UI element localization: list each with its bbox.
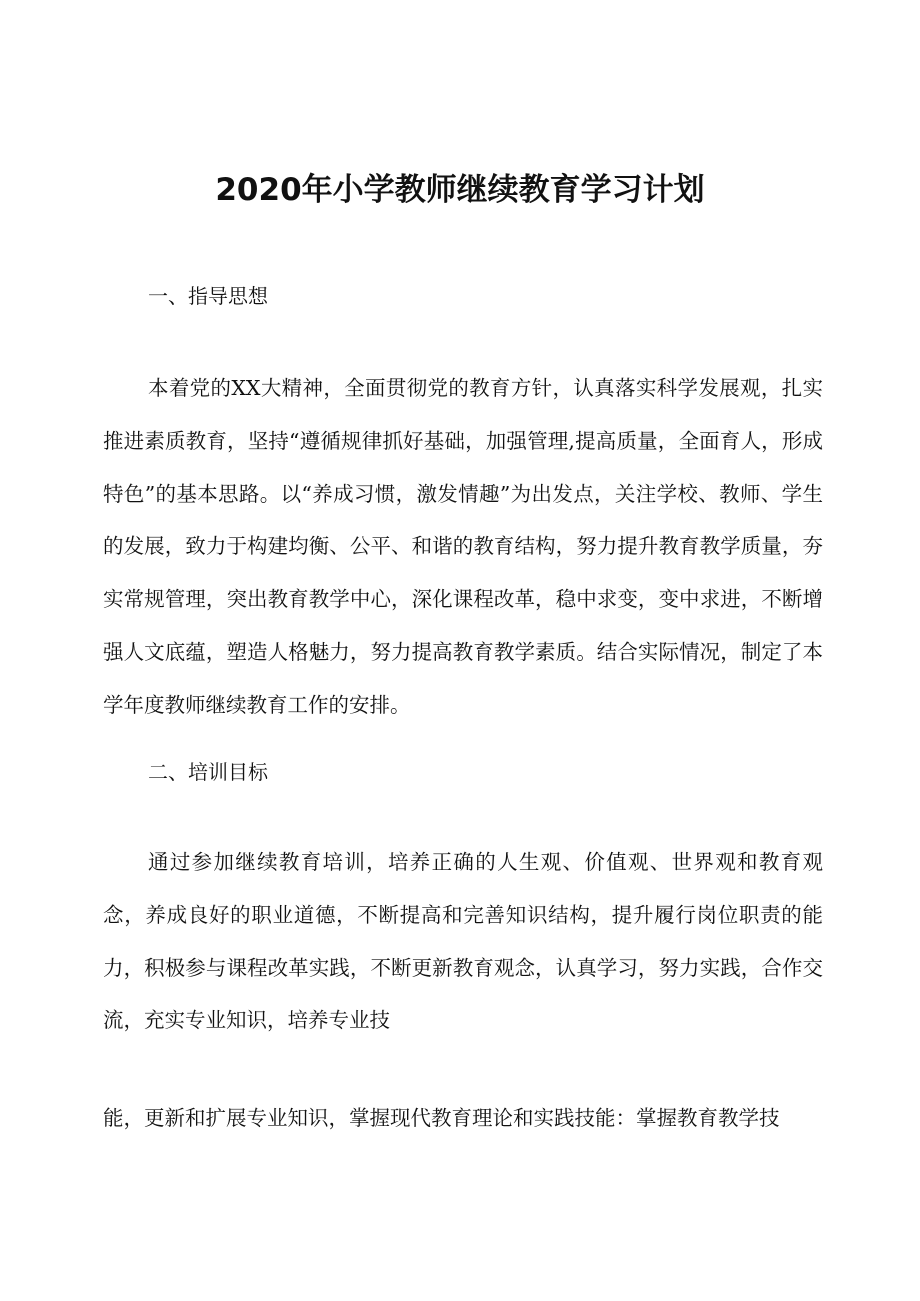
section-paragraph-guiding-ideology: 本着党的XX大精神，全面贯彻党的教育方针，认真落实科学发展观，扎实推进素质教育，坚持“遵循规律抓好基础，加强管理,提高质量，全面育人，形成特色”的基本思路。以“养成习惯，激发情趣”为出发点，关注学校、教师、学生的发展，致力于构建均衡、公平、和谐的教育结构，努力提升教育教学质量，夯实常规管理，突出教育教学中心，深化课程改革，稳中求变，变中求进，不断增强人文底蕴，塑造人格魅力，努力提高教育教学素质。结合实际情况，制定了本学年度教师继续教育工作的安排。: [103, 376, 823, 717]
document-title: 2020年小学教师继续教育学习计划: [215, 172, 705, 208]
section-heading-training-goals: 二、培训目标: [148, 760, 268, 784]
section-paragraph-continuation: 能，更新和扩展专业知识，掌握现代教育理论和实践技能：掌握教育教学技: [103, 1106, 780, 1130]
section-heading-guiding-ideology: 一、指导思想: [148, 284, 268, 308]
section-paragraph-training-goals: 通过参加继续教育培训，培养正确的人生观、价值观、世界观和教育观念，养成良好的职业道德，不断提高和完善知识结构，提升履行岗位职责的能力，积极参与课程改革实践，不断更新教育观念，认真学习，努力实践，合作交流，充实专业知识，培养专业技: [103, 850, 823, 1033]
